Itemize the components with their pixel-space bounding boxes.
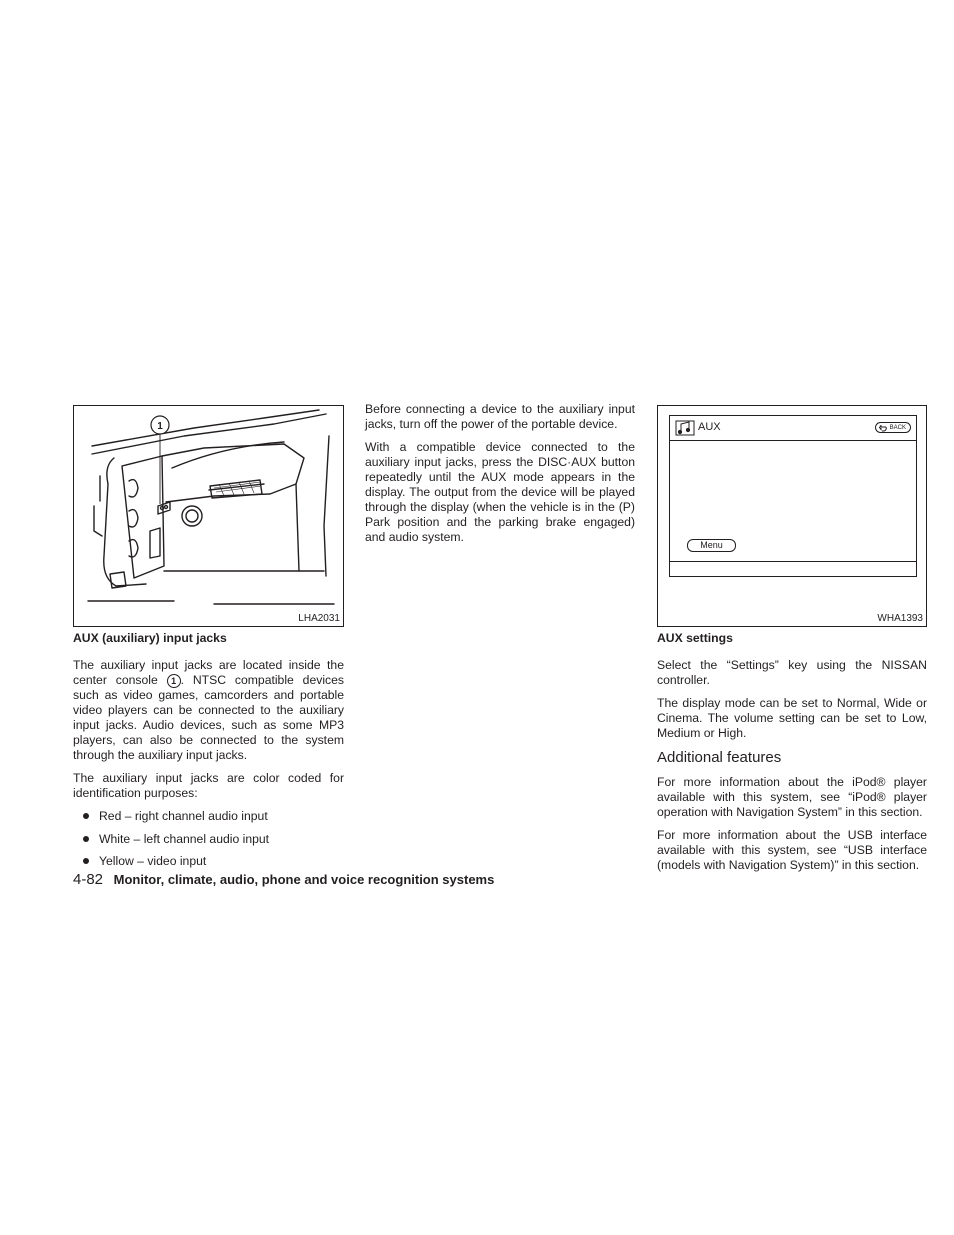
paragraph-text: . NTSC compatible devices such as video games, camcorders and portable video players can be connected to the auxiliary input jacks. Audio devices, such as some MP3 players, can also be connected to the system through the auxiliary input jacks.: [73, 673, 345, 762]
page-number: 4-82: [73, 871, 104, 888]
paragraph: Before connecting a device to the auxiliary input jacks, turn off the power of the portable device.: [365, 402, 635, 431]
back-button[interactable]: [875, 422, 911, 433]
back-button-label: BACK: [889, 425, 906, 431]
screen-title: AUX: [698, 421, 721, 433]
right-column: [657, 631, 927, 881]
paragraph: [73, 658, 344, 763]
aux-screen: [669, 415, 917, 577]
callout-label: 1: [157, 421, 163, 432]
paragraph: With a compatible device connected to the auxiliary input jacks, press the DISC·AUX button repeatedly until the AUX mode appears in the display. The output from the device will be played through the display (when the vehicle is in the (P) Park position and the parking brake engaged) and audio system.: [365, 440, 635, 544]
chapter-title: Monitor, climate, audio, phone and voice recognition systems: [113, 872, 495, 887]
figure-caption: AUX settings: [657, 631, 733, 645]
section-heading: Additional features: [657, 749, 782, 766]
aux-jacks-figure: [73, 405, 344, 627]
paragraph-text: The auxiliary input jacks are located inside the center console: [73, 658, 344, 687]
left-column: [73, 631, 344, 877]
callout-reference: 1: [167, 674, 181, 688]
list-item: Yellow – video input: [73, 854, 344, 869]
paragraph: The display mode can be set to Normal, Wide or Cinema. The volume setting can be set to Low, Medium or High.: [657, 696, 927, 740]
middle-column: [365, 402, 635, 553]
menu-button[interactable]: Menu: [687, 539, 736, 552]
figure-caption: AUX (auxiliary) input jacks: [73, 631, 227, 645]
aux-settings-figure: [657, 405, 927, 627]
list-item: White – left channel audio input: [73, 832, 344, 847]
screen-bottom-bar: [670, 561, 916, 576]
screen-header-bar: [670, 416, 916, 441]
figure-code: WHA1393: [877, 613, 923, 624]
page-footer: [73, 871, 494, 888]
music-note-icon: [675, 420, 695, 436]
paragraph: The auxiliary input jacks are color coded for identification purposes:: [73, 771, 344, 800]
center-console-illustration: [74, 406, 343, 626]
list-item: Red – right channel audio input: [73, 809, 344, 824]
paragraph: For more information about the USB interface available with this system, see “USB interface (models with Navigation System)” in this section.: [657, 828, 927, 872]
figure-code: LHA2031: [298, 613, 340, 624]
paragraph: For more information about the iPod® player available with this system, see “iPod® player operation with Navigation System” in this section.: [657, 775, 927, 819]
paragraph: Select the “Settings” key using the NISSAN controller.: [657, 658, 927, 687]
back-arrow-icon: [879, 425, 887, 432]
bullet-list: [73, 809, 344, 869]
